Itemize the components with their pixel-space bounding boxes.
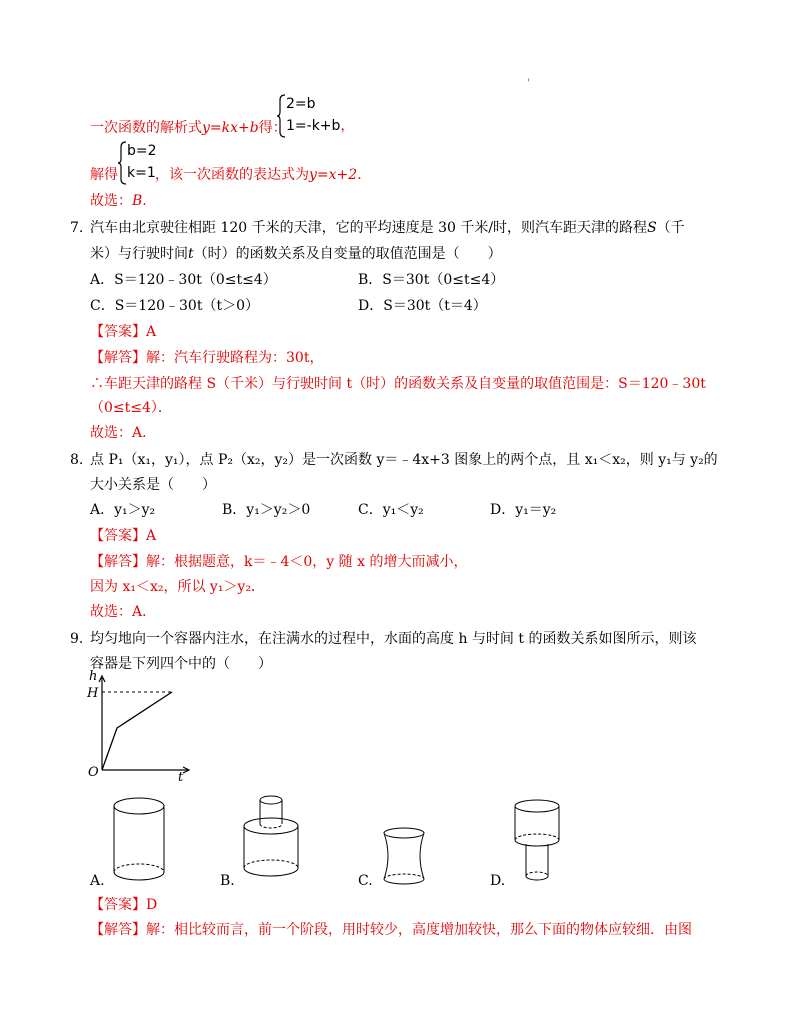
q8-option-d: D．y₁＝y₂ [490, 502, 557, 518]
container-c-figure [378, 826, 430, 888]
q6-sys2-row1: b=2 [127, 143, 157, 159]
q7-stem-2: 米）与行驶时间t（时）的函数关系及自变量的取值范围是（ ） [90, 246, 502, 262]
level-label: H [87, 686, 99, 701]
container-d-figure [507, 797, 567, 887]
brace-icon [276, 94, 286, 138]
q8-answer: 【答案】A [90, 528, 157, 544]
q9-analysis-1: 【解答】解：相比较而言，前一个阶段，用时较少，高度增加较快，那么下面的物体应较细．由图 [90, 922, 692, 938]
q6-system-1 [276, 94, 366, 138]
q6-sys1-row1: 2=b [286, 96, 316, 112]
water-height-graph [84, 670, 194, 782]
q6-line1-suffix: 得： [258, 120, 287, 136]
origin-label: O [88, 765, 99, 780]
q6-line1-prefix: 一次函数的解析式 [90, 120, 202, 136]
q6-choose: 故选：B. [90, 193, 147, 209]
q8-option-b: B．y₁＞y₂＞0 [222, 502, 311, 518]
q6-sys1-row2: 1=-k+b， [286, 118, 355, 134]
q7-option-a: A．S＝120﹣30t（0≤t≤4） [90, 272, 277, 288]
q7-stem-1: 汽车由北京驶往相距 120 千米的天津，它的平均速度是 30 千米/时，则汽车距天津的路程S（千 [90, 220, 685, 236]
q8-stem-2: 大小关系是（ ） [90, 477, 216, 493]
q7-analysis-3: （0≤t≤4）． [90, 400, 172, 416]
q6-line1 [90, 118, 287, 138]
option-d-label: D. [490, 873, 506, 889]
q8-option-c: C．y₁＜y₂ [358, 502, 424, 518]
q7-analysis-1: 【解答】解：汽车行驶路程为：30t， [90, 350, 324, 366]
q8-analysis-2: 因为 x₁＜x₂，所以 y₁＞y₂． [90, 579, 265, 595]
container-b-art [238, 794, 304, 884]
q9-stem-2: 容器是下列四个中的（ ） [90, 656, 272, 672]
option-c-label: C. [358, 873, 373, 889]
q9-number: 9. [70, 631, 84, 647]
brace-icon [117, 141, 127, 185]
q7-choose: 故选：A． [90, 425, 157, 441]
q7-option-b: B．S＝30t（0≤t≤4） [358, 272, 505, 288]
q6-line2-text: ，该一次函数的表达式为y=x+2. [155, 167, 362, 183]
q6-line2-prefix: 解得 [90, 167, 118, 183]
q6-sys2-row2: k=1 [127, 165, 156, 181]
q8-stem-1: 点 P₁（x₁，y₁），点 P₂（x₂，y₂）是一次函数 y＝﹣4x+3 图象上的两个点，且 x₁＜x₂，则 y₁与 y₂的 [90, 452, 718, 468]
option-a-label: A. [90, 873, 105, 889]
option-b-label: B. [220, 873, 235, 889]
q6-line1-formula: y=kx+b [202, 120, 259, 136]
q7-answer: 【答案】A [90, 324, 157, 340]
q7-option-d: D．S＝30t（t＝4） [358, 298, 487, 314]
q9-stem-1: 均匀地向一个容器内注水，在注满水的过程中，水面的高度 h 与时间 t 的函数关系如图所示，则该 [90, 631, 697, 647]
stray-mark: ' [527, 78, 530, 89]
height-curve [102, 692, 172, 770]
q8-choose: 故选：A． [90, 604, 157, 620]
x-axis-label: t [178, 770, 184, 782]
y-axis-label: h [89, 670, 98, 684]
q7-analysis-2: ∴车距天津的路程 S（千米）与行驶时间 t（时）的函数关系及自变量的取值范围是：S＝120﹣30t [90, 376, 706, 392]
q7-option-c: C．S＝120﹣30t（t＞0） [90, 298, 259, 314]
q7-number: 7. [70, 220, 84, 236]
container-a-figure [108, 793, 170, 885]
q8-analysis-1: 【解答】解：根据题意，k＝﹣4＜0，y 随 x 的增大而减小， [90, 554, 468, 570]
q9-answer: 【答案】D [90, 897, 158, 913]
q8-number: 8. [70, 452, 84, 468]
q8-option-a: A．y₁＞y₂ [90, 502, 156, 518]
